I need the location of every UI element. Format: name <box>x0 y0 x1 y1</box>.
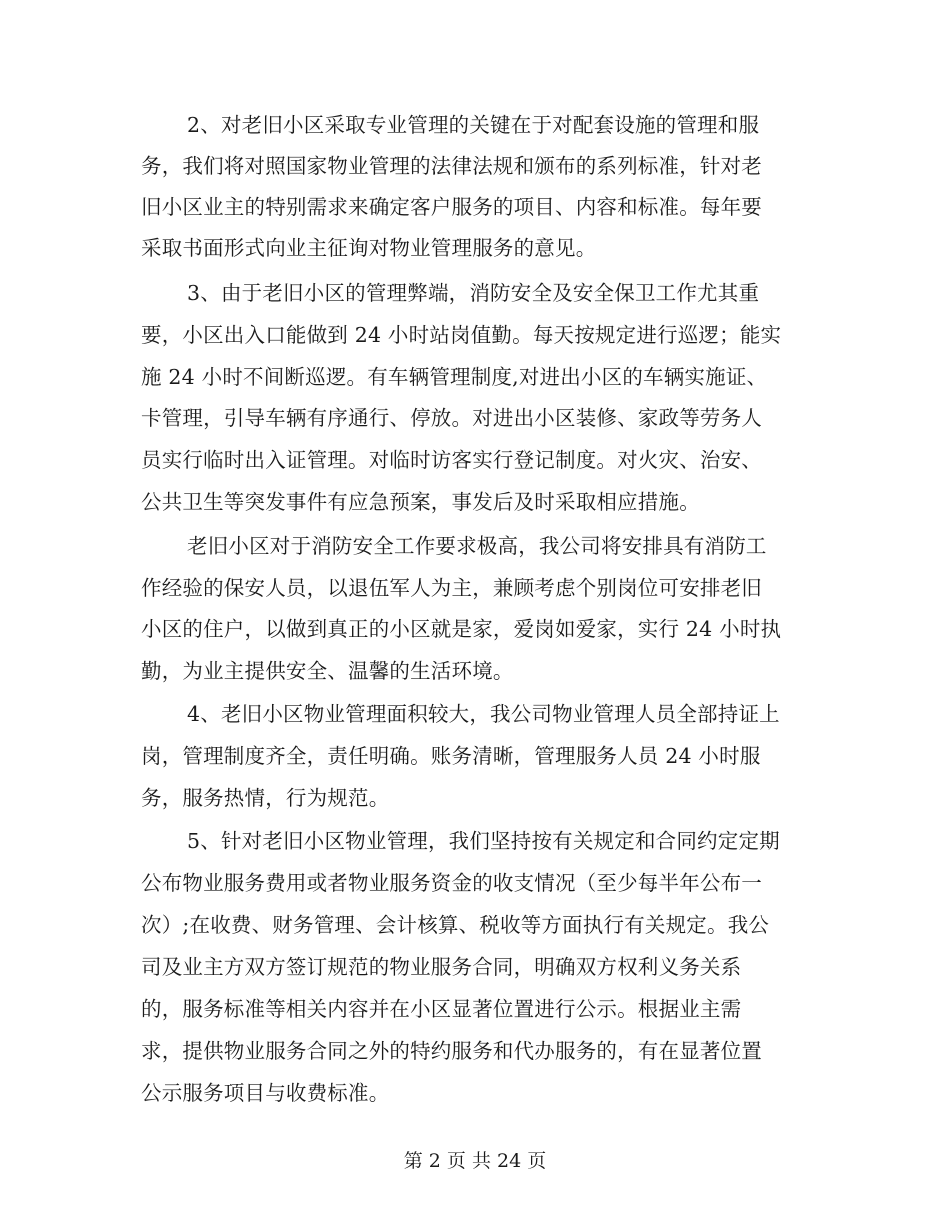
paragraph-2-line-4: 卡管理，引导车辆有序通行、停放。对进出小区装修、家政等劳务人 <box>141 406 762 430</box>
paragraph-1-line-2: 务，我们将对照国家物业管理的法律法规和颁布的系列标准，针对老 <box>141 154 762 178</box>
page-number-footer: 第 2 页 共 24 页 <box>403 1150 547 1172</box>
paragraph-2-line-5: 员实行临时出入证管理。对临时访客实行登记制度。对火灾、治安、 <box>141 448 762 472</box>
paragraph-3-line-1: 老旧小区对于消防安全工作要求极高，我公司将安排具有消防工 <box>187 534 767 558</box>
paragraph-5-line-1: 5、针对老旧小区物业管理，我们坚持按有关规定和合同约定定期 <box>187 829 780 853</box>
paragraph-3-line-4: 勤，为业主提供安全、温馨的生活环境。 <box>141 659 514 683</box>
paragraph-4-line-2: 岗，管理制度齐全，责任明确。账务清晰，管理服务人员 24 小时服 <box>141 744 761 768</box>
paragraph-2-line-6: 公共卫生等突发事件有应急预案，事发后及时采取相应措施。 <box>141 490 700 514</box>
paragraph-3-line-3: 小区的住户，以做到真正的小区就是家，爱岗如爱家，实行 24 小时执 <box>141 617 782 641</box>
paragraph-5-line-6: 求，提供物业服务合同之外的特约服务和代办服务的，有在显著位置 <box>141 1039 762 1063</box>
paragraph-3-line-2: 作经验的保安人员，以退伍军人为主，兼顾考虑个别岗位可安排老旧 <box>141 576 762 600</box>
paragraph-5-line-3: 次）;在收费、财务管理、会计核算、税收等方面执行有关规定。我公 <box>141 913 770 937</box>
paragraph-2-line-1: 3、由于老旧小区的管理弊端，消防安全及安全保卫工作尤其重 <box>187 281 760 305</box>
paragraph-2-line-2: 要，小区出入口能做到 24 小时站岗值勤。每天按规定进行巡逻；能实 <box>141 323 782 347</box>
paragraph-5-line-5: 的，服务标准等相关内容并在小区显著位置进行公示。根据业主需 <box>141 997 742 1021</box>
paragraph-4-line-3: 务，服务热情，行为规范。 <box>141 786 390 810</box>
paragraph-1-line-3: 旧小区业主的特别需求来确定客户服务的项目、内容和标准。每年要 <box>141 195 762 219</box>
paragraph-1-line-4: 采取书面形式向业主征询对物业管理服务的意见。 <box>141 236 597 260</box>
paragraph-5-line-4: 司及业主方双方签订规范的物业服务合同，明确双方权利义务关系 <box>141 955 742 979</box>
paragraph-2-line-3: 施 24 小时不间断巡逻。有车辆管理制度,对进出小区的车辆实施证、 <box>141 365 768 389</box>
paragraph-5-line-7: 公示服务项目与收费标准。 <box>141 1081 390 1105</box>
paragraph-1-line-1: 2、对老旧小区采取专业管理的关键在于对配套设施的管理和服 <box>187 113 760 137</box>
paragraph-5-line-2: 公布物业服务费用或者物业服务资金的收支情况（至少每半年公布一 <box>141 871 762 895</box>
paragraph-4-line-1: 4、老旧小区物业管理面积较大，我公司物业管理人员全部持证上 <box>187 702 780 726</box>
